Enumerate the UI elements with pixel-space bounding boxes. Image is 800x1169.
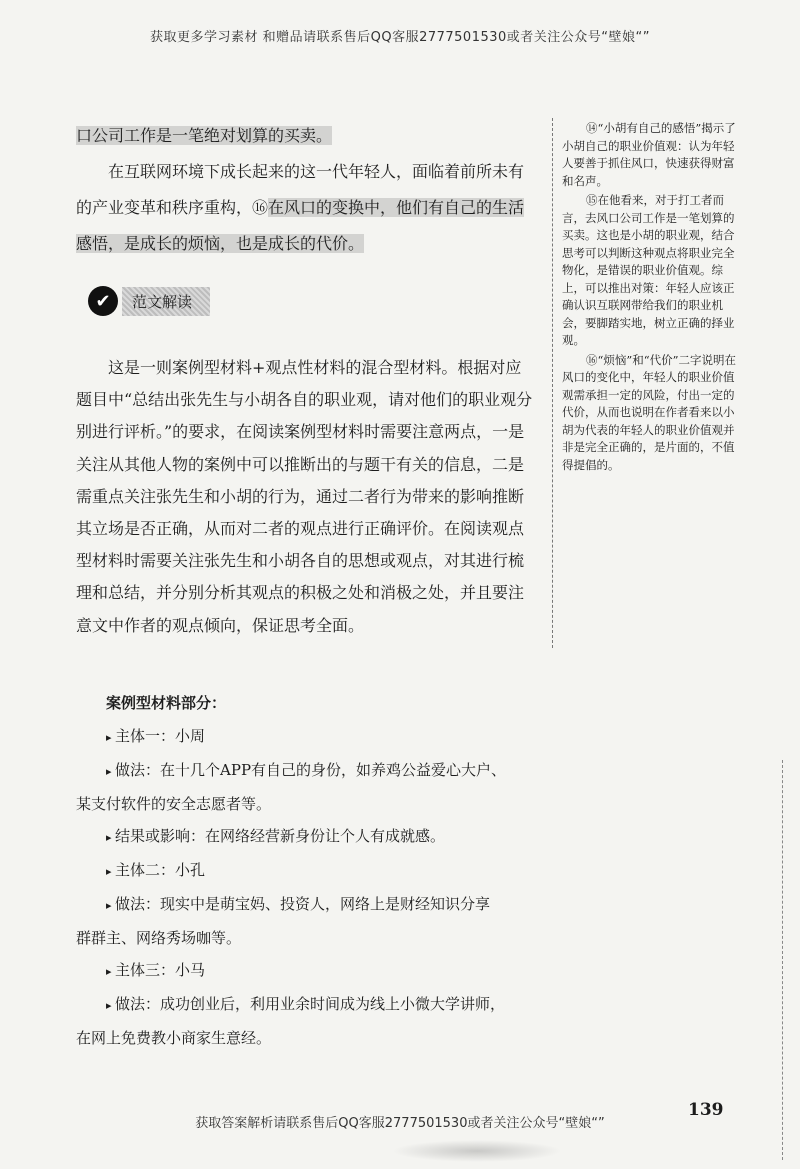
side-note-14: ⑭“小胡有自己的感悟”揭示了小胡自己的职业价值观：认为年轻人要善于抓住风口，快速获得财富和名声。: [562, 121, 736, 188]
analysis-paragraph: 这是一则案例型材料+观点性材料的混合型材料。根据对应题目中“总结出张先生与小胡各自的职业观，请对他们的职业观分别进行评析。”的要求，在阅读案例型材料时需要注意两点，一是关注从其他人物的案例中可以推断出的与题干有关的信息，二是需重点关注张先生和小胡的行为，通过二者行为带来的影响推断其立场是否正确，从而对二者的观点进行正确评价。在阅读观点型材料时需要关注张先生和小胡各自的思想或观点，对其进行梳理和总结，并分别分析其观点的积极之处和消极之处，并且要注意文中作者的观点倾向，保证思考全面。: [76, 358, 533, 635]
footer-banner: 获取答案解析请联系售后QQ客服2777501530或者关注公众号“壁娘“”: [195, 1116, 605, 1131]
highlight-text-2: 在风口的变换中，他们有自己的生活感悟，是成长的烦恼，也是成长的代价。: [76, 198, 525, 253]
case-item-7: ▸ 做法：成功创业后，利用业余时间成为线上小微大学讲师，: [76, 988, 536, 1022]
section-tag-label: 范文解读: [122, 287, 210, 316]
section-tag: [88, 284, 210, 318]
paragraph-2-text-a: 在互联网环境下成长起来的这一代年轻人，面临着前所未有的产业变革和秩序重构，: [76, 162, 525, 217]
side-notes: [562, 120, 744, 476]
page-edge-line: [782, 760, 783, 1160]
case-item-4: ▸ 主体二：小孔: [76, 854, 536, 888]
case-item-6: ▸ 主体三：小马: [76, 954, 536, 988]
case-item-2-continued: 某支付软件的安全志愿者等。: [76, 795, 272, 813]
case-item-1: ▸ 主体一：小周: [76, 720, 536, 754]
analysis-section: [76, 352, 536, 642]
check-icon: ✔: [88, 286, 118, 316]
case-section: [76, 686, 536, 1054]
case-item-7-continued: 在网上免费教小商家生意经。: [76, 1029, 272, 1047]
main-paragraph-2: [76, 154, 536, 262]
main-line-1: [76, 118, 536, 154]
case-item-5-continued: 群群主、网络秀场咖等。: [76, 929, 242, 947]
scan-smudge: [392, 1140, 562, 1162]
case-item-2: ▸ 做法：在十几个APP有自己的身份，如养鸡公益爱心大户、: [76, 754, 536, 788]
highlight-text-1: 口公司工作是一笔绝对划算的买卖。: [76, 126, 333, 145]
case-item-5: ▸ 做法：现实中是萌宝妈、投资人，网络上是财经知识分享: [76, 888, 536, 922]
marker-16: ⑯: [252, 198, 269, 217]
main-text: [76, 118, 536, 262]
side-note-16: ⑯“烦恼”和“代价”二字说明在风口的变化中，年轻人的职业价值观需承担一定的风险，付出一定的代价，从而也说明在作者看来以小胡为代表的年轻人的职业价值观并非是完全正确的，是片面的，不值得提倡的。: [562, 352, 737, 472]
case-heading: 案例型材料部分：: [106, 694, 227, 712]
header-banner: 获取更多学习素材 和赠品请联系售后QQ客服2777501530或者关注公众号“壁娘“”: [149, 30, 650, 45]
margin-divider: [552, 118, 553, 648]
side-note-15: ⑮在他看来，对于打工者而言，去风口公司工作是一笔划算的买卖。这也是小胡的职业观，结合思考可以判断这种观点将职业完全物化，是错误的职业价值观。综上，可以推出对策：年轻人应该正确认识互联网带给我们的职业机会，要脚踏实地，树立正确的择业观。: [562, 193, 735, 347]
case-item-3: ▸ 结果或影响：在网络经营新身份让个人有成就感。: [76, 820, 536, 854]
page-number: 139: [688, 1100, 724, 1120]
